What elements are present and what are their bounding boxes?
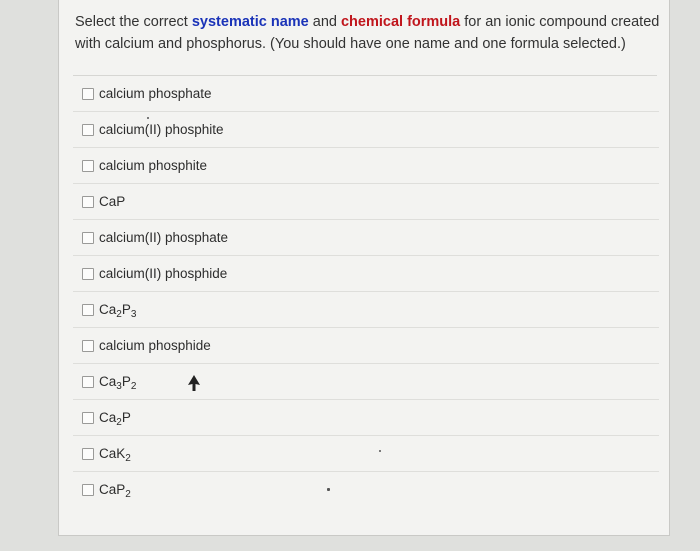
option-label: calcium phosphite — [99, 158, 208, 173]
formula-part: Ca — [99, 374, 117, 389]
stray-dot — [327, 488, 330, 491]
prompt-text-mid: and — [308, 14, 341, 30]
formula-part: CaK — [99, 446, 126, 461]
option-ca2p3[interactable] — [73, 292, 659, 328]
checkbox[interactable] — [82, 160, 94, 172]
stray-dot — [147, 117, 149, 119]
checkbox[interactable] — [82, 448, 94, 460]
keyword-chemical-formula: chemical formula — [340, 14, 461, 30]
options-list — [73, 76, 659, 508]
option-label: calcium(II) phosphate — [99, 230, 229, 245]
option-formula — [99, 482, 131, 498]
mouse-cursor-icon — [188, 375, 200, 391]
keyword-systematic-name: systematic name — [191, 14, 309, 30]
option-formula — [99, 302, 136, 318]
option-ca2p[interactable] — [73, 400, 659, 436]
formula-subscript: 2 — [116, 309, 122, 320]
question-card — [58, 0, 670, 536]
question-prompt — [75, 11, 660, 55]
option-formula — [99, 446, 131, 462]
option-label: CaP — [99, 194, 126, 209]
checkbox[interactable] — [82, 88, 94, 100]
formula-part: P — [121, 302, 131, 317]
formula-subscript: 2 — [125, 489, 131, 500]
formula-part: P — [121, 374, 131, 389]
option-calcium-phosphide[interactable] — [73, 328, 659, 364]
checkbox[interactable] — [82, 124, 94, 136]
stray-dot — [379, 450, 381, 452]
option-cap[interactable] — [73, 184, 659, 220]
formula-part: Ca — [99, 410, 117, 425]
checkbox[interactable] — [82, 232, 94, 244]
option-label: calcium phosphide — [99, 338, 211, 353]
option-ca3p2[interactable] — [73, 364, 659, 400]
option-calcium-phosphate[interactable] — [73, 76, 659, 112]
formula-part: Ca — [99, 302, 117, 317]
formula-part: CaP — [99, 482, 126, 497]
option-label: calcium(II) phosphide — [99, 266, 228, 281]
option-calcium-ii-phosphate[interactable] — [73, 220, 659, 256]
prompt-text-after: for an ionic compound created with calcium and phosphorus. (You should have one name and one formula selected.) — [75, 14, 660, 52]
option-calcium-phosphite[interactable] — [73, 148, 659, 184]
option-formula — [99, 374, 136, 390]
formula-subscript: 2 — [130, 381, 137, 392]
formula-subscript: 3 — [116, 381, 122, 392]
option-calcium-ii-phosphite[interactable] — [73, 112, 659, 148]
checkbox[interactable] — [82, 376, 94, 388]
option-label: calcium(II) phosphite — [99, 122, 224, 137]
option-cap2[interactable] — [73, 472, 659, 508]
option-label: calcium phosphate — [99, 86, 212, 101]
checkbox[interactable] — [82, 196, 94, 208]
checkbox[interactable] — [82, 484, 94, 496]
checkbox[interactable] — [82, 340, 94, 352]
checkbox[interactable] — [82, 412, 94, 424]
checkbox[interactable] — [82, 304, 94, 316]
formula-subscript: 2 — [125, 453, 131, 464]
formula-subscript: 2 — [116, 417, 122, 428]
option-cak2[interactable] — [73, 436, 659, 472]
formula-part: P — [121, 410, 131, 425]
option-formula — [99, 410, 131, 426]
prompt-text-before: Select the correct — [75, 14, 192, 30]
formula-subscript: 3 — [130, 309, 137, 320]
option-calcium-ii-phosphide[interactable] — [73, 256, 659, 292]
checkbox[interactable] — [82, 268, 94, 280]
